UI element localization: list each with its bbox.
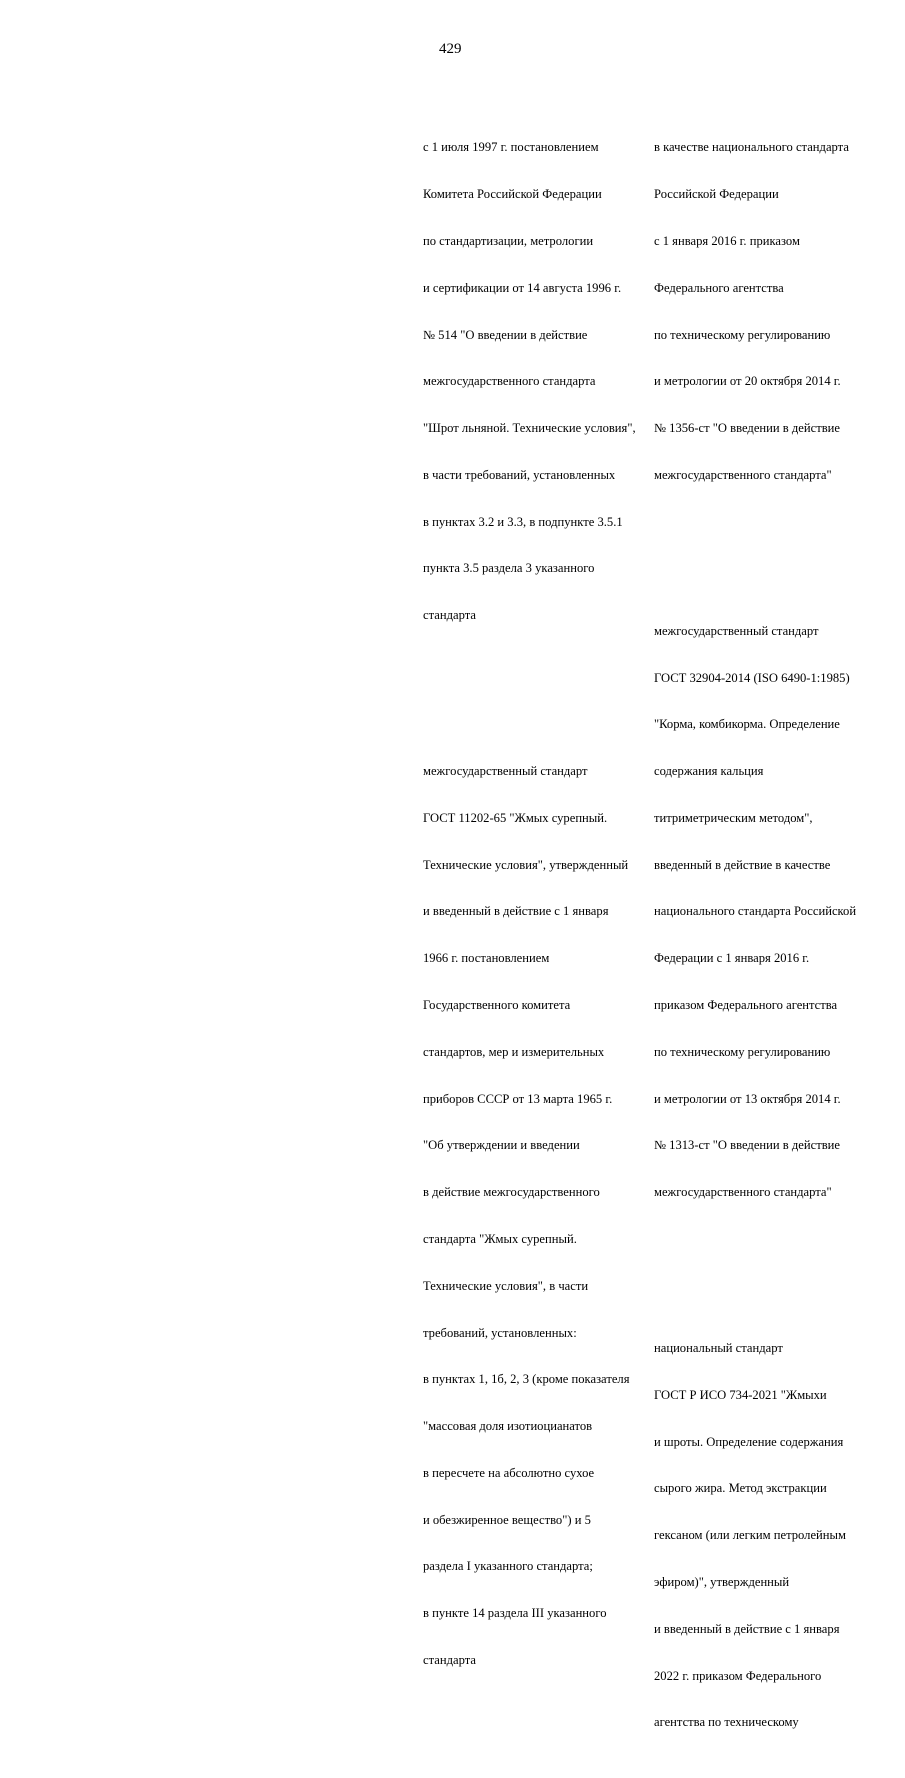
text-line: с 1 января 2016 г. приказом bbox=[654, 233, 800, 248]
text-line: "Об утверждении и введении bbox=[423, 1138, 580, 1153]
text-line: в действие межгосударственного bbox=[423, 1185, 600, 1200]
text-line: пункта 3.5 раздела 3 указанного bbox=[423, 561, 595, 576]
text-line: национального стандарта Российской bbox=[654, 904, 857, 919]
text-line: ГОСТ 11202-65 "Жмых сурепный. bbox=[423, 810, 608, 825]
text-line: стандарта "Жмых сурепный. bbox=[423, 1231, 577, 1246]
text-line: № 1313-ст "О введении в действие bbox=[654, 1138, 840, 1153]
text-line: по техническому регулированию bbox=[654, 1044, 831, 1059]
text-line: № 1356-ст "О введении в действие bbox=[654, 421, 840, 436]
text-line: с 1 июля 1997 г. постановлением bbox=[423, 140, 599, 155]
text-line: Комитета Российской Федерации bbox=[423, 187, 602, 202]
paragraph-gap bbox=[654, 1263, 856, 1279]
text-line: Федерации с 1 января 2016 г. bbox=[654, 951, 810, 966]
text-line: и введенный в действие с 1 января bbox=[423, 904, 609, 919]
text-line: сырого жира. Метод экстракции bbox=[654, 1481, 827, 1496]
right-block-1 bbox=[654, 109, 856, 514]
text-line: стандартов, мер и измерительных bbox=[423, 1044, 605, 1059]
text-line: 2022 г. приказом Федерального bbox=[654, 1668, 822, 1683]
text-line: эфиром)", утвержденный bbox=[654, 1575, 790, 1589]
text-line: Государственного комитета bbox=[423, 998, 571, 1013]
text-line: 1966 г. постановлением bbox=[423, 951, 550, 966]
text-line: и шроты. Определение содержания bbox=[654, 1434, 844, 1449]
text-line: и сертификации от 14 августа 1996 г. bbox=[423, 280, 622, 295]
text-line: Федерального агентства bbox=[654, 280, 784, 295]
right-block-2 bbox=[654, 593, 856, 1232]
text-line: в пунктах 3.2 и 3.3, в подпункте 3.5.1 bbox=[423, 514, 623, 529]
text-line: введенный в действие в качестве bbox=[654, 857, 831, 872]
text-line: в пересчете на абсолютно сухое bbox=[423, 1465, 595, 1480]
text-line: "Шрот льняной. Технические условия", bbox=[423, 421, 636, 436]
text-line: ГОСТ Р ИСО 734-2021 "Жмыхи bbox=[654, 1387, 827, 1402]
text-line: и метрологии от 20 октября 2014 г. bbox=[654, 374, 841, 389]
text-line: в качестве национального стандарта bbox=[654, 140, 849, 155]
text-line: в части требований, установленных bbox=[423, 467, 616, 482]
left-block-1 bbox=[423, 109, 636, 655]
paragraph-gap bbox=[423, 686, 636, 702]
text-line: № 514 "О введении в действие bbox=[423, 327, 588, 342]
text-line: по стандартизации, метрологии bbox=[423, 233, 594, 248]
text-line: и введенный в действие с 1 января bbox=[654, 1621, 840, 1636]
text-line: национальный стандарт bbox=[654, 1341, 783, 1356]
text-line: межгосударственный стандарт bbox=[423, 764, 588, 779]
paragraph-gap bbox=[654, 546, 856, 562]
right-column bbox=[654, 78, 856, 1778]
page-number: 429 bbox=[439, 41, 462, 57]
text-line: по техническому регулированию bbox=[654, 327, 831, 342]
text-line: межгосударственный стандарт bbox=[654, 623, 819, 638]
text-line: межгосударственного стандарта bbox=[423, 374, 596, 389]
text-line: в пункте 14 раздела III указанного bbox=[423, 1606, 607, 1621]
text-line: ГОСТ 32904-2014 (ISO 6490-1:1985) bbox=[654, 670, 850, 685]
text-line: содержания кальция bbox=[654, 764, 764, 779]
text-line: требований, установленных: bbox=[423, 1325, 577, 1340]
text-line: раздела I указанного стандарта; bbox=[423, 1559, 593, 1574]
text-line: и обезжиренное вещество") и 5 bbox=[423, 1512, 591, 1527]
text-line: Технические условия", утвержденный bbox=[423, 857, 629, 872]
text-line: в пунктах 1, 1б, 2, 3 (кроме показателя bbox=[423, 1372, 630, 1387]
text-line: гексаном (или легким петролейным bbox=[654, 1528, 846, 1543]
text-line: приказом Федерального агентства bbox=[654, 998, 838, 1013]
text-line: и метрологии от 13 октября 2014 г. bbox=[654, 1091, 841, 1106]
text-line: приборов СССР от 13 марта 1965 г. bbox=[423, 1091, 613, 1106]
left-block-2 bbox=[423, 733, 636, 1700]
text-line: стандарта bbox=[423, 1652, 476, 1667]
text-line: Технические условия", в части bbox=[423, 1278, 589, 1293]
text-line: титриметрическим методом", bbox=[654, 810, 813, 825]
text-line: "массовая доля изотиоцианатов bbox=[423, 1419, 593, 1434]
left-column bbox=[423, 78, 636, 1715]
text-line: агентства по техническому bbox=[654, 1715, 799, 1730]
text-line: "Корма, комбикорма. Определение bbox=[654, 717, 840, 732]
text-line: Российской Федерации bbox=[654, 187, 779, 202]
text-line: стандарта bbox=[423, 608, 476, 623]
text-line: межгосударственного стандарта" bbox=[654, 1185, 832, 1200]
text-line: межгосударственного стандарта" bbox=[654, 467, 832, 482]
right-block-3 bbox=[654, 1310, 856, 1762]
